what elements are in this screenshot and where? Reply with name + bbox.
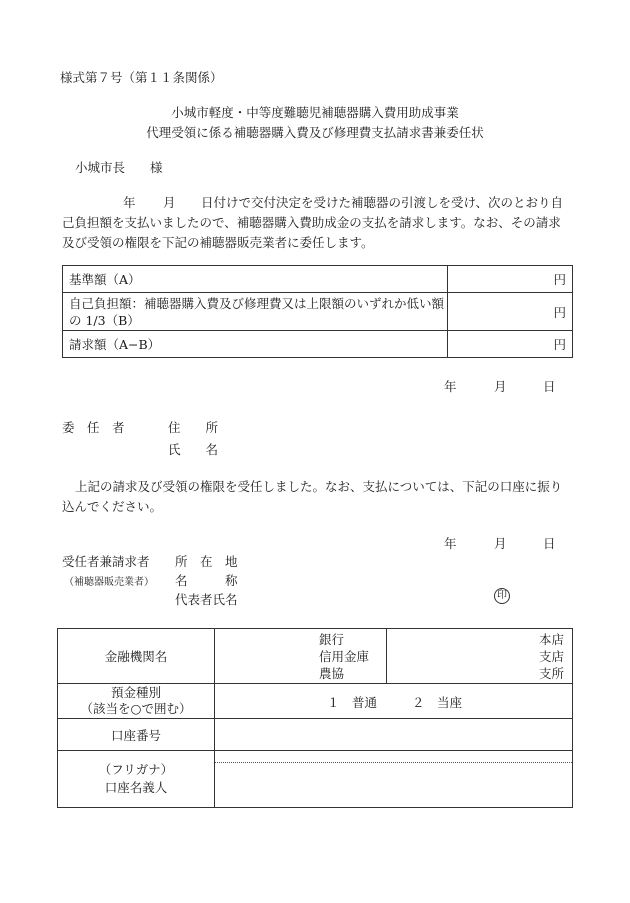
agent-sub-label: （補聴器販売業者） — [64, 577, 154, 588]
branch-type-sub: 支所 — [538, 666, 564, 681]
deposit-option-current[interactable]: ２ 当座 — [412, 695, 463, 710]
holder-label — [58, 751, 215, 808]
deposit-type-label — [58, 684, 215, 719]
amount-row-claim — [63, 331, 573, 358]
intro-month: 月 — [163, 195, 176, 210]
date1-day: 日 — [543, 379, 556, 394]
date1-month: 月 — [494, 379, 507, 394]
acceptance-line-2: 込んでください。 — [62, 499, 163, 514]
deposit-label-line-2: （該当を○で囲む） — [80, 701, 192, 716]
branch-type-branch: 支店 — [538, 649, 564, 664]
deposit-option-ordinary[interactable]: １ 普通 — [327, 695, 378, 710]
intro-year: 年 — [123, 195, 136, 210]
bank-type-agri: 農協 — [319, 666, 345, 681]
self-pay-unit: 円 — [448, 293, 573, 331]
holder-label-line-1: （フリガナ） — [98, 762, 174, 777]
addressee: 小城市長 様 — [75, 160, 163, 175]
delegator-label: 委 任 者 — [62, 420, 125, 435]
branch-type-head: 本店 — [538, 632, 564, 647]
seal-text: 印 — [497, 590, 507, 601]
date2-year: 年 — [444, 536, 457, 551]
self-pay-label-line-2: の 1/3（B） — [69, 312, 140, 328]
date1-year: 年 — [444, 379, 457, 394]
bank-row-deposit — [58, 684, 573, 719]
date2-day: 日 — [543, 536, 556, 551]
deposit-label-line-1: 預金種別 — [110, 685, 161, 700]
intro-line-2: 己負担額を支払いましたので、補聴器購入費助成金の支払を請求します。なお、その請求 — [62, 215, 561, 230]
bank-row-holder — [58, 751, 573, 808]
amount-row-standard — [63, 266, 573, 293]
amount-table — [62, 265, 573, 358]
intro-line-3: 及び受領の権限を下記の補聴器販売業者に委任します。 — [62, 235, 374, 250]
agent-label: 受任者兼請求者 — [62, 554, 150, 569]
delegator-address-label: 住 所 — [168, 420, 219, 435]
holder-label-line-2: 口座名義人 — [104, 780, 168, 795]
standard-amount-unit: 円 — [448, 266, 573, 293]
intro-line-1: 日付けで交付決定を受けた補聴器の引渡しを受け、次のとおり自 — [201, 195, 564, 210]
amount-row-self-pay — [63, 293, 573, 331]
form-id: 様式第７号（第１１条関係） — [60, 70, 223, 85]
holder-field[interactable] — [215, 751, 573, 808]
account-number-label: 口座番号 — [58, 719, 215, 751]
claim-amount-unit: 円 — [448, 331, 573, 358]
institution-label: 金融機関名 — [58, 629, 215, 684]
account-number-field[interactable] — [215, 719, 573, 751]
title-line-2: 代理受領に係る補聴器購入費及び修理費支払請求書兼委任状 — [146, 125, 484, 140]
seal-mark — [494, 588, 510, 604]
claim-amount-label: 請求額（A−B） — [63, 331, 448, 358]
title-line-1: 小城市軽度・中等度難聴児補聴器購入費用助成事業 — [171, 105, 459, 120]
delegator-name-label: 氏 名 — [168, 442, 219, 457]
branch-type-cell — [387, 629, 573, 684]
self-pay-label-line-1: 自己負担額：補聴器購入費及び修理費又は上限額のいずれか低い額 — [69, 295, 445, 311]
agent-rep-label: 代表者氏名 — [175, 592, 238, 607]
agent-name-label: 名 称 — [175, 573, 238, 588]
bank-type-bank: 銀行 — [319, 632, 345, 647]
bank-type-credit: 信用金庫 — [319, 649, 370, 664]
date2-month: 月 — [494, 536, 507, 551]
acceptance-line-1: 上記の請求及び受領の権限を受任しました。なお、支払については、下記の口座に振り — [75, 479, 563, 494]
bank-row-institution — [58, 629, 573, 684]
furigana-divider — [215, 762, 572, 763]
agent-location-label: 所 在 地 — [175, 554, 238, 569]
standard-amount-label: 基準額（A） — [63, 266, 448, 293]
self-pay-label — [63, 293, 448, 331]
deposit-options — [215, 684, 573, 719]
bank-table — [57, 628, 573, 808]
bank-row-account-number — [58, 719, 573, 751]
bank-type-cell — [215, 629, 387, 684]
